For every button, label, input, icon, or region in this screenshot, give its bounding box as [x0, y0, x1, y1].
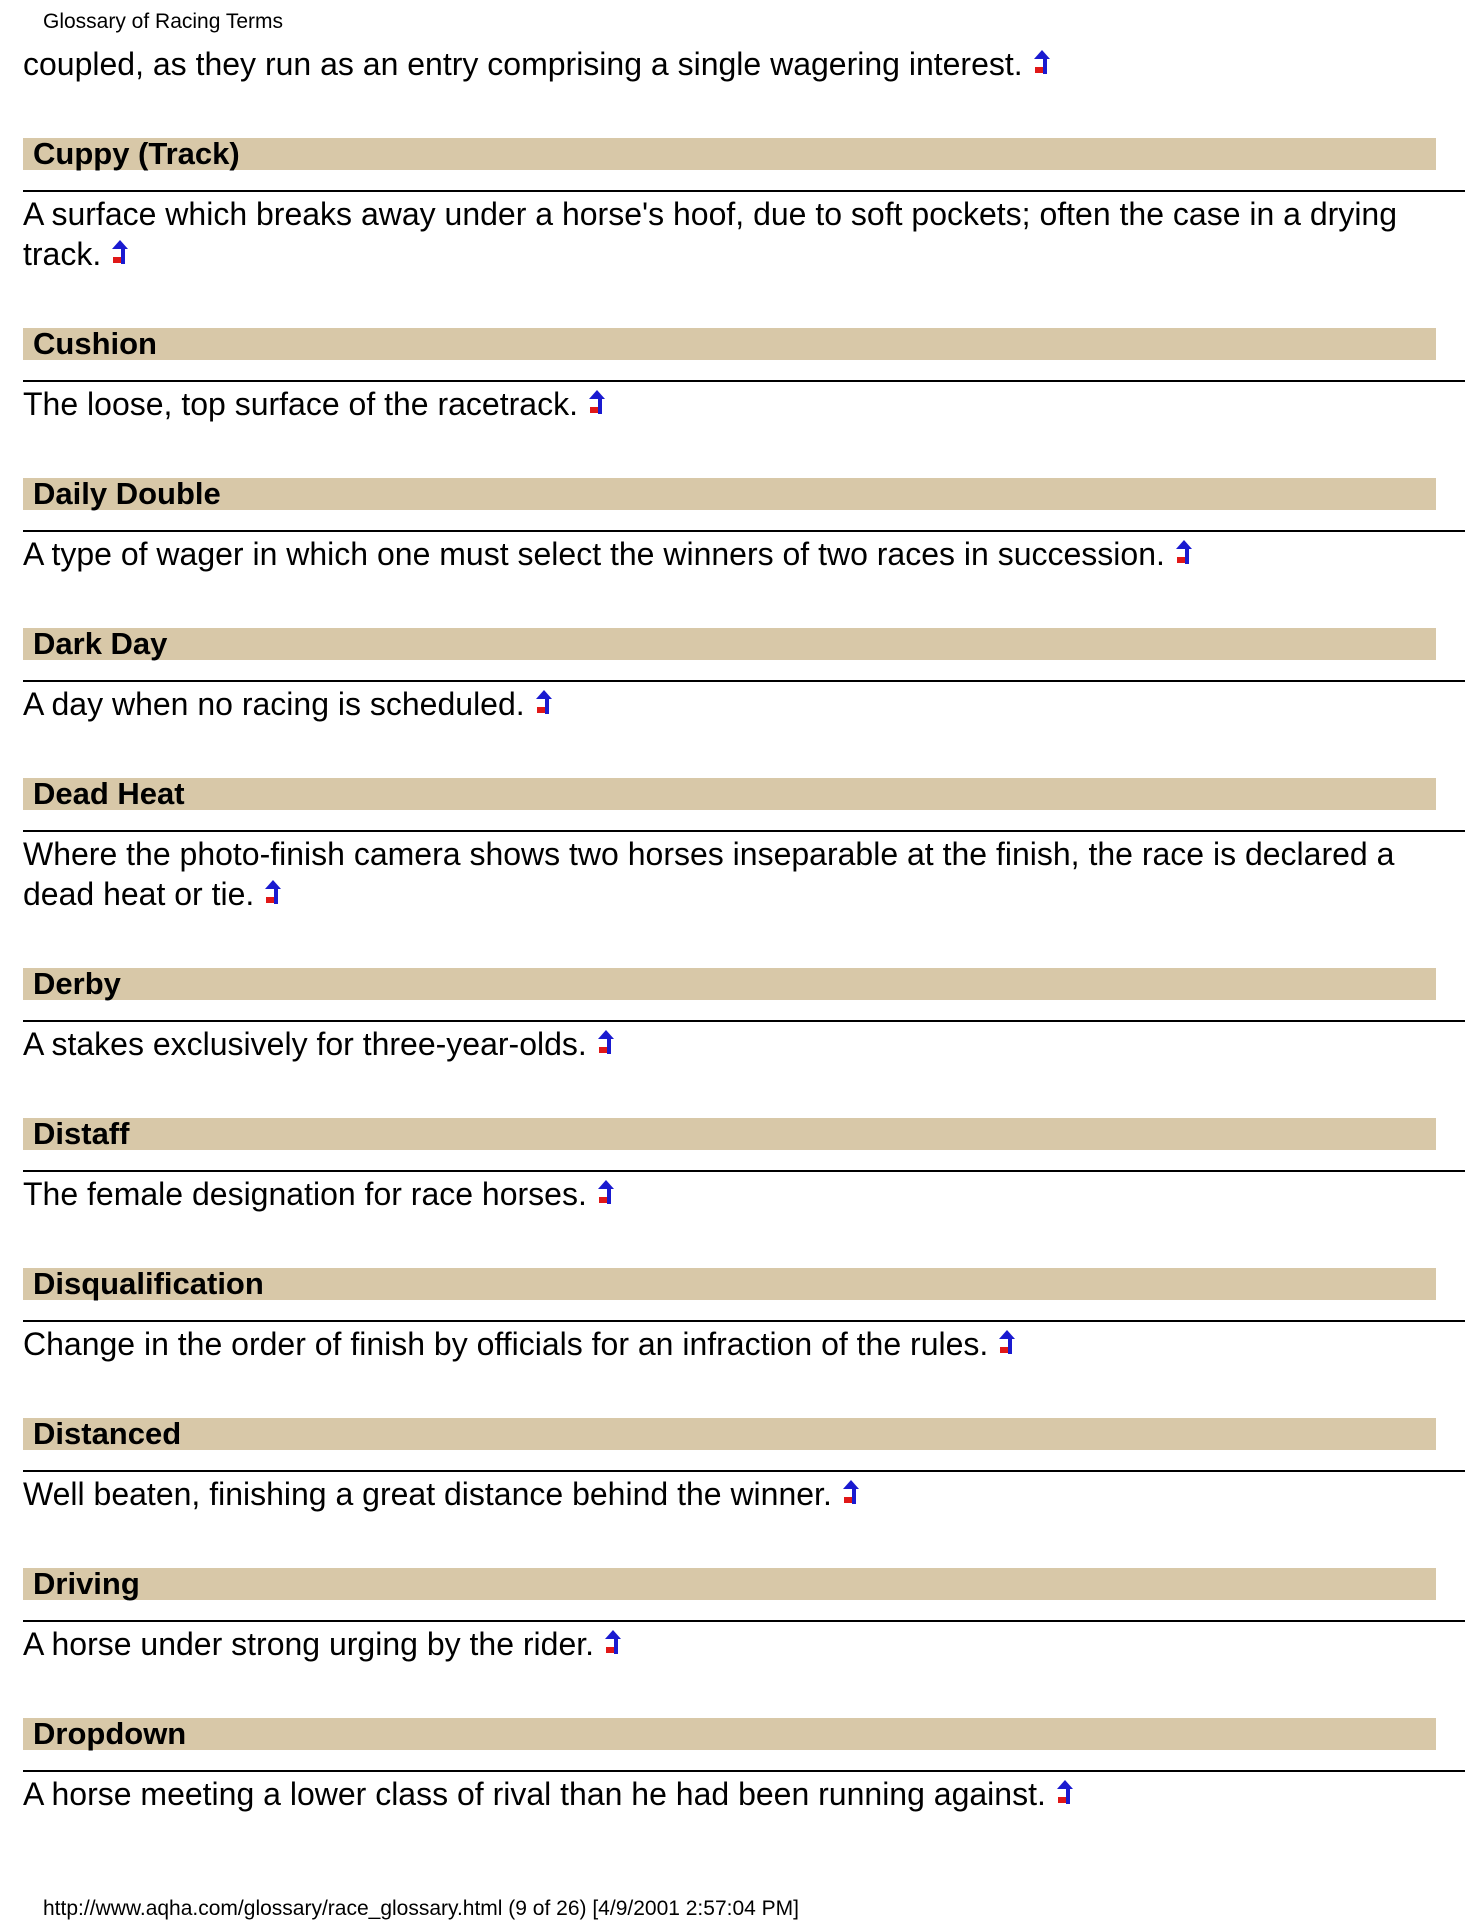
glossary-definition [23, 1774, 1465, 1814]
glossary-definition [23, 1624, 1465, 1664]
glossary-definition [23, 1324, 1465, 1364]
term-divider [23, 530, 1465, 532]
back-to-top-arrow-icon [264, 880, 286, 906]
glossary-definition-text: The loose, top surface of the racetrack. [23, 386, 578, 422]
term-divider [23, 380, 1465, 382]
glossary-term: Cuppy (Track) [23, 138, 1436, 170]
glossary-entry-list [23, 138, 1465, 1814]
back-to-top-link[interactable] [597, 1180, 619, 1206]
back-to-top-link[interactable] [842, 1480, 864, 1506]
glossary-definition-text: A surface which breaks away under a horse's hoof, due to soft pockets; often the case in a drying track. [23, 196, 1398, 272]
back-to-top-arrow-icon [1175, 540, 1197, 566]
glossary-definition [23, 384, 1465, 424]
back-to-top-arrow-icon [597, 1180, 619, 1206]
glossary-definition [23, 194, 1465, 274]
glossary-definition [23, 534, 1465, 574]
back-to-top-link[interactable] [1033, 50, 1055, 76]
glossary-definition-text: A day when no racing is scheduled. [23, 686, 525, 722]
term-divider [23, 190, 1465, 192]
glossary-term: Daily Double [23, 478, 1436, 510]
back-to-top-arrow-icon [111, 240, 133, 266]
glossary-term: Distaff [23, 1118, 1436, 1150]
glossary-entry [23, 1118, 1465, 1214]
back-to-top-arrow-icon [588, 390, 610, 416]
glossary-definition [23, 1024, 1465, 1064]
glossary-term: Derby [23, 968, 1436, 1000]
glossary-content [23, 44, 1465, 1814]
term-divider [23, 1170, 1465, 1172]
term-divider [23, 680, 1465, 682]
term-divider [23, 1770, 1465, 1772]
term-divider [23, 830, 1465, 832]
glossary-definition-text: A horse meeting a lower class of rival than he had been running against. [23, 1776, 1046, 1812]
glossary-definition [23, 1174, 1465, 1214]
glossary-term: Distanced [23, 1418, 1436, 1450]
back-to-top-link[interactable] [588, 390, 610, 416]
back-to-top-link[interactable] [535, 690, 557, 716]
glossary-term: Disqualification [23, 1268, 1436, 1300]
back-to-top-arrow-icon [597, 1030, 619, 1056]
back-to-top-link[interactable] [1175, 540, 1197, 566]
back-to-top-arrow-icon [1033, 50, 1055, 76]
glossary-term: Dropdown [23, 1718, 1436, 1750]
term-divider [23, 1470, 1465, 1472]
glossary-term: Dark Day [23, 628, 1436, 660]
back-to-top-arrow-icon [842, 1480, 864, 1506]
glossary-definition-text: Change in the order of finish by officials for an infraction of the rules. [23, 1326, 989, 1362]
glossary-entry [23, 1568, 1465, 1664]
glossary-entry [23, 1268, 1465, 1364]
back-to-top-link[interactable] [111, 240, 133, 266]
glossary-term: Driving [23, 1568, 1436, 1600]
back-to-top-arrow-icon [535, 690, 557, 716]
glossary-entry [23, 628, 1465, 724]
glossary-definition [23, 1474, 1465, 1514]
glossary-term: Cushion [23, 328, 1436, 360]
glossary-definition-text: A horse under strong urging by the rider. [23, 1626, 595, 1662]
glossary-entry [23, 778, 1465, 914]
back-to-top-link[interactable] [597, 1030, 619, 1056]
glossary-definition-text: A type of wager in which one must select the winners of two races in succession. [23, 536, 1165, 572]
back-to-top-link[interactable] [998, 1330, 1020, 1356]
glossary-entry [23, 138, 1465, 274]
glossary-definition-text: Well beaten, finishing a great distance behind the winner. [23, 1476, 832, 1512]
back-to-top-link[interactable] [1056, 1780, 1078, 1806]
term-divider [23, 1020, 1465, 1022]
term-divider [23, 1620, 1465, 1622]
page-footer-url: http://www.aqha.com/glossary/race_glossary.html (9 of 26) [4/9/2001 2:57:04 PM] [43, 1897, 799, 1920]
page-header-title: Glossary of Racing Terms [43, 10, 284, 33]
back-to-top-arrow-icon [1056, 1780, 1078, 1806]
glossary-entry [23, 328, 1465, 424]
glossary-definition [23, 834, 1465, 914]
glossary-definition [23, 684, 1465, 724]
back-to-top-link[interactable] [604, 1630, 626, 1656]
back-to-top-arrow-icon [998, 1330, 1020, 1356]
glossary-definition-text: Where the photo-finish camera shows two horses inseparable at the finish, the race is declared a dead heat or tie. [23, 836, 1395, 912]
glossary-entry [23, 1718, 1465, 1814]
glossary-definition-text: The female designation for race horses. [23, 1176, 587, 1212]
back-to-top-link[interactable] [264, 880, 286, 906]
glossary-definition-text: A stakes exclusively for three-year-olds. [23, 1026, 587, 1062]
continued-definition [23, 44, 1465, 84]
glossary-entry [23, 1418, 1465, 1514]
glossary-entry [23, 968, 1465, 1064]
back-to-top-arrow-icon [604, 1630, 626, 1656]
term-divider [23, 1320, 1465, 1322]
glossary-term: Dead Heat [23, 778, 1436, 810]
glossary-entry [23, 478, 1465, 574]
continued-definition-text: coupled, as they run as an entry comprising a single wagering interest. [23, 46, 1023, 82]
